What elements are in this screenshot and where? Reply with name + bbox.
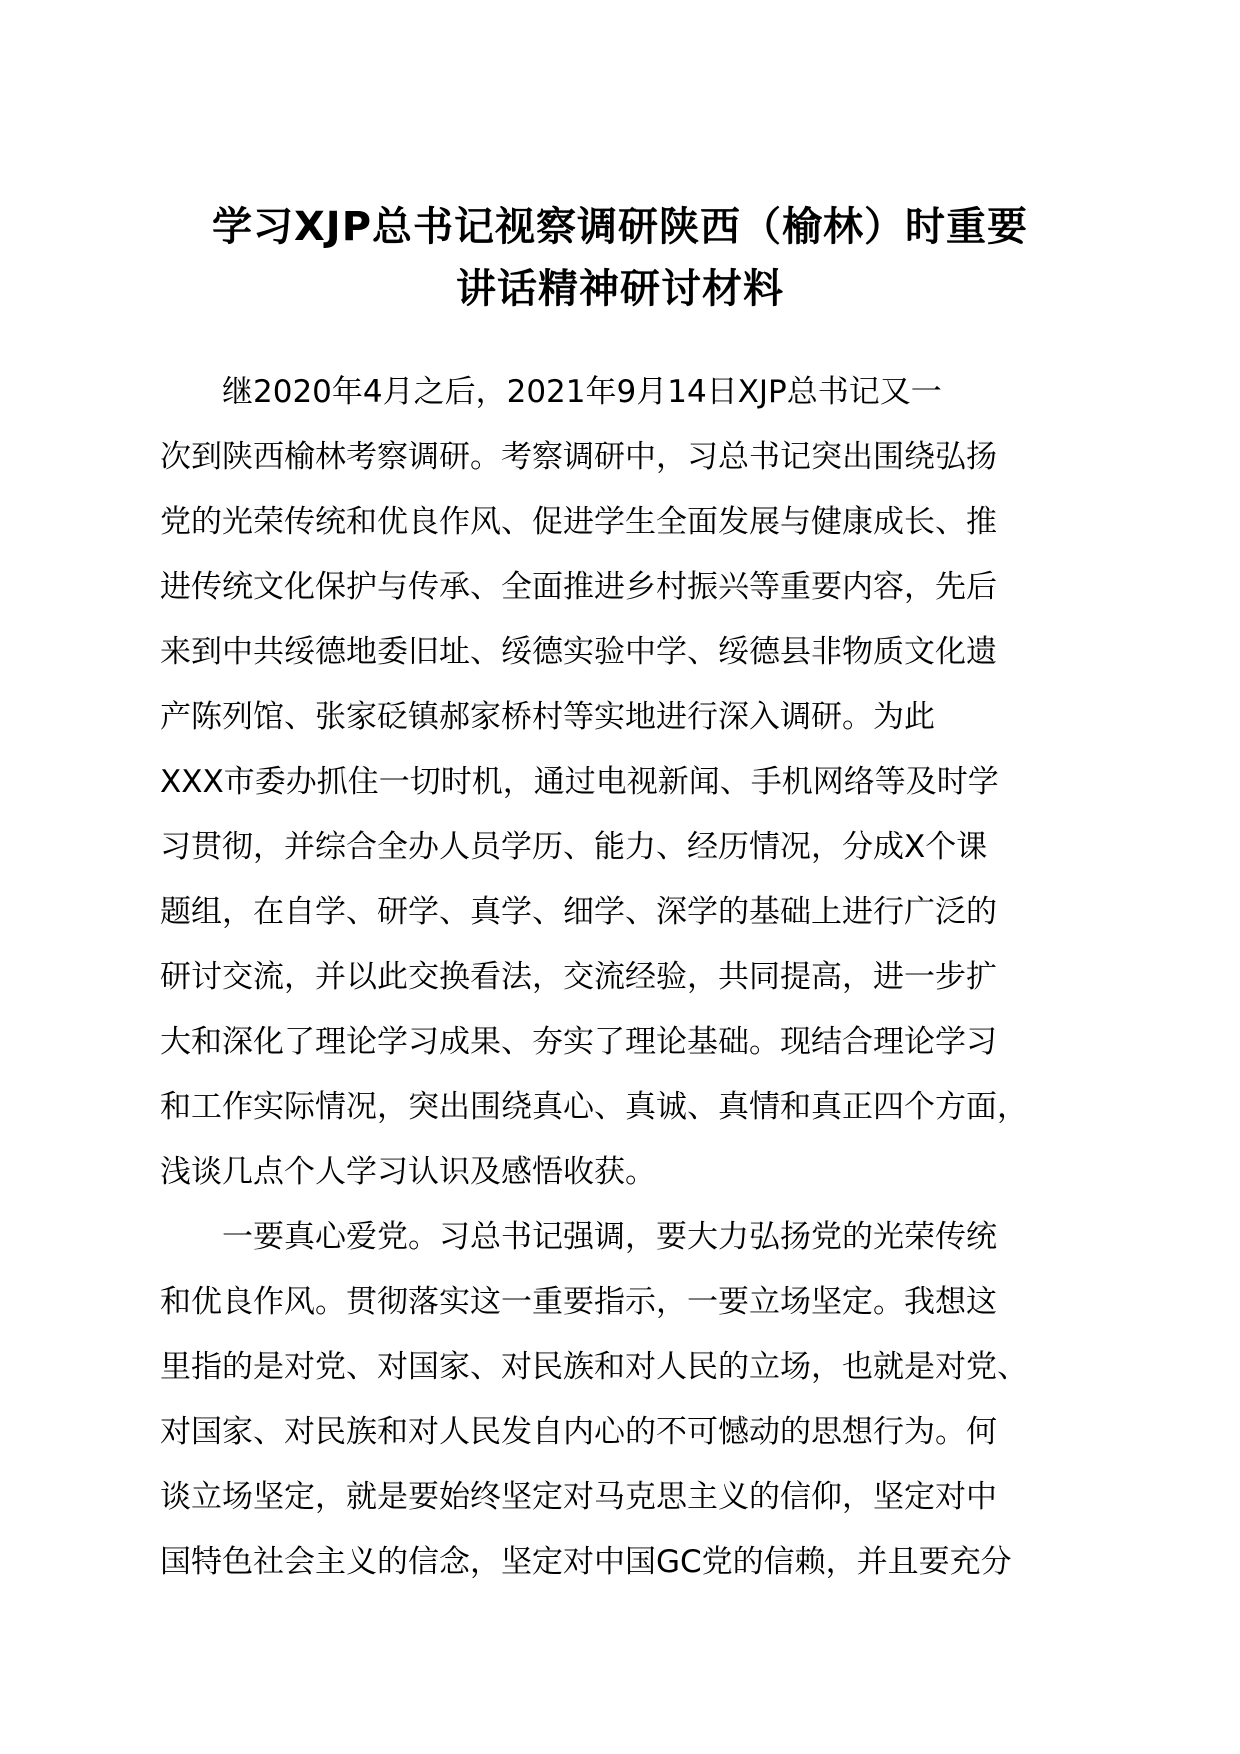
paragraph-line: 次到陕西榆林考察调研。考察调研中，习总书记突出围绕弘扬 bbox=[160, 439, 997, 475]
paragraph-line: 党的光荣传统和优良作风、促进学生全面发展与健康成长、推 bbox=[160, 504, 997, 540]
paragraph-line: 进传统文化保护与传承、全面推进乡村振兴等重要内容，先后 bbox=[160, 569, 997, 605]
paragraph-line: XXX市委办抓住一切时机，通过电视新闻、手机网络等及时学 bbox=[160, 764, 999, 800]
paragraph-line: 题组，在自学、研学、真学、细学、深学的基础上进行广泛的 bbox=[160, 894, 997, 930]
document-title bbox=[150, 196, 1090, 320]
paragraph-line: 国特色社会主义的信念，坚定对中国GC党的信赖，并且要充分 bbox=[160, 1544, 1012, 1580]
paragraph bbox=[160, 360, 1100, 1205]
paragraph-line: 浅谈几点个人学习认识及感悟收获。 bbox=[160, 1154, 656, 1190]
paragraph-line: 习贯彻，并综合全办人员学历、能力、经历情况，分成X个课 bbox=[160, 829, 988, 865]
title-line: 学习XJP总书记视察调研陕西（榆林）时重要 bbox=[211, 204, 1029, 250]
paragraph-line: 研讨交流，并以此交换看法，交流经验，共同提高，进一步扩 bbox=[160, 959, 997, 995]
paragraph-line: 对国家、对民族和对人民发自内心的不可憾动的思想行为。何 bbox=[160, 1414, 997, 1450]
paragraph-line: 产陈列馆、张家砭镇郝家桥村等实地进行深入调研。为此 bbox=[160, 699, 935, 735]
paragraph-line: 一要真心爱党。习总书记强调，要大力弘扬党的光荣传统 bbox=[222, 1219, 997, 1255]
paragraph bbox=[160, 1205, 1100, 1595]
paragraph-line: 继2020年4月之后，2021年9月14日XJP总书记又一 bbox=[222, 374, 942, 410]
document-body bbox=[160, 360, 1100, 1595]
paragraph-line: 大和深化了理论学习成果、夯实了理论基础。现结合理论学习 bbox=[160, 1024, 997, 1060]
paragraph-line: 和优良作风。贯彻落实这一重要指示，一要立场坚定。我想这 bbox=[160, 1284, 997, 1320]
paragraph-line: 里指的是对党、对国家、对民族和对人民的立场，也就是对党、 bbox=[160, 1349, 1028, 1385]
title-line: 讲话精神研讨材料 bbox=[456, 266, 784, 312]
paragraph-line: 来到中共绥德地委旧址、绥德实验中学、绥德县非物质文化遗 bbox=[160, 634, 997, 670]
paragraph-line: 谈立场坚定，就是要始终坚定对马克思主义的信仰，坚定对中 bbox=[160, 1479, 997, 1515]
paragraph-line: 和工作实际情况，突出围绕真心、真诚、真情和真正四个方面， bbox=[160, 1089, 1028, 1125]
